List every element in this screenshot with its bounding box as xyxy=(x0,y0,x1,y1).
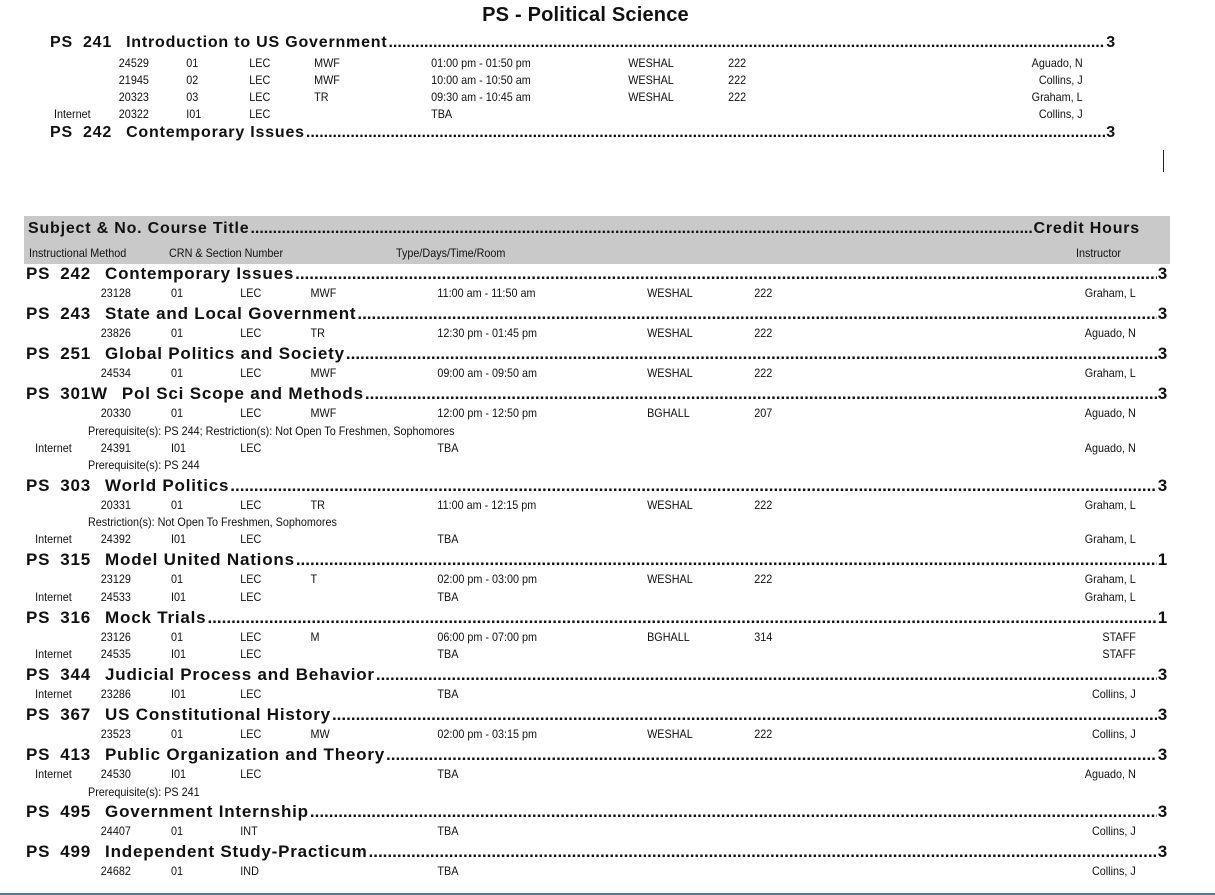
leader-dots xyxy=(296,550,1157,570)
course-subject: PS xyxy=(50,34,73,51)
course-credits: 1 xyxy=(1157,550,1168,569)
course-title: Mock Trials xyxy=(105,607,207,627)
course-subject: PS xyxy=(26,550,51,569)
course-credits: 3 xyxy=(1106,34,1116,51)
meeting-time: 11:00 am - 11:50 am xyxy=(437,286,536,300)
leader-dots xyxy=(365,384,1157,404)
room: 222 xyxy=(728,73,747,87)
instructor: Graham, L xyxy=(1031,90,1083,104)
building: WESHAL xyxy=(647,326,693,340)
room: 222 xyxy=(754,366,773,380)
course-number: 367 xyxy=(60,705,92,724)
crn: 24682 xyxy=(100,864,131,878)
meeting-time: TBA xyxy=(437,687,459,701)
instructor: Aguado, N xyxy=(1084,406,1136,420)
course-credits: 3 xyxy=(1106,124,1116,141)
leader-dots xyxy=(369,842,1157,862)
section-row xyxy=(0,107,1170,122)
course-credits: 3 xyxy=(1157,384,1168,403)
course-title: Model United Nations xyxy=(105,550,295,569)
building: WESHAL xyxy=(647,286,693,300)
meeting-days: MWF xyxy=(314,56,340,70)
course-title: Government Internship xyxy=(105,802,309,821)
meeting-days: T xyxy=(310,572,318,586)
course-number: 242 xyxy=(60,264,92,283)
section-note: Prerequisite(s): PS 241 xyxy=(88,784,200,799)
meeting-time: 09:00 am - 09:50 am xyxy=(437,366,538,380)
course-number: 251 xyxy=(60,344,92,363)
meeting-time: 11:00 am - 12:15 pm xyxy=(437,497,537,512)
crn: 20331 xyxy=(100,497,131,512)
course-subject: PS xyxy=(26,475,51,495)
schedule-type: LEC xyxy=(240,589,262,604)
schedule-type: LEC xyxy=(249,56,271,70)
schedule-type: LEC xyxy=(240,687,262,701)
crn: 23826 xyxy=(100,326,131,340)
course-subject: PS xyxy=(26,705,51,724)
schedule-type: LEC xyxy=(240,767,262,781)
room: 222 xyxy=(754,326,773,340)
course-subject: PS xyxy=(26,264,51,283)
course-number: 242 xyxy=(82,124,113,141)
course-heading xyxy=(26,842,1168,862)
instructional-method: Internet xyxy=(35,532,72,546)
crn: 24407 xyxy=(100,824,131,838)
course-number: 413 xyxy=(60,745,92,764)
instructor: Graham, L xyxy=(1084,497,1136,512)
instructor: Graham, L xyxy=(1084,286,1136,300)
course-subject: PS xyxy=(26,802,51,821)
meeting-time: 12:30 pm - 01:45 pm xyxy=(437,326,538,340)
schedule-type: LEC xyxy=(240,727,262,741)
course-subject: PS xyxy=(26,344,51,363)
course-credits: 3 xyxy=(1157,304,1168,323)
course-credits: 3 xyxy=(1157,475,1168,495)
crn: 23286 xyxy=(100,687,131,701)
schedule-type: LEC xyxy=(240,406,262,420)
course-number: 495 xyxy=(60,802,92,821)
building: BGHALL xyxy=(647,406,690,420)
section-row xyxy=(0,326,1170,341)
schedule-type: IND xyxy=(240,864,259,878)
meeting-days: MW xyxy=(310,727,330,741)
section-number: 01 xyxy=(171,366,184,380)
section-row xyxy=(0,286,1170,301)
section-number: 01 xyxy=(171,727,184,741)
course-number: 303 xyxy=(60,475,92,495)
crn: 20323 xyxy=(118,90,149,104)
instructor: Graham, L xyxy=(1084,366,1136,380)
course-title: Introduction to US Government xyxy=(126,34,388,51)
section-number: 03 xyxy=(186,90,199,104)
crn: 24391 xyxy=(100,440,131,455)
section-number: I01 xyxy=(186,107,202,121)
section-row xyxy=(0,630,1170,645)
crn: 23129 xyxy=(100,572,131,586)
meeting-time: TBA xyxy=(437,589,459,604)
room: 222 xyxy=(754,497,773,512)
section-row xyxy=(0,73,1170,88)
schedule-type: INT xyxy=(240,824,258,838)
section-row xyxy=(0,498,1170,513)
course-number: 315 xyxy=(60,550,92,569)
schedule-type: LEC xyxy=(240,440,262,455)
instructional-method: Internet xyxy=(54,107,91,121)
schedule-type: LEC xyxy=(249,107,271,121)
section-note: Restriction(s): Not Open To Freshmen, Sophomores xyxy=(88,515,337,529)
meeting-days: TR xyxy=(310,497,325,512)
crn: 23128 xyxy=(100,286,131,300)
section-note: Prerequisite(s): PS 244; Restriction(s): Not Open To Freshmen, Sophomores xyxy=(88,423,455,438)
meeting-days: MWF xyxy=(310,366,337,380)
meeting-time: 02:00 pm - 03:00 pm xyxy=(437,572,538,586)
instructor: Aguado, N xyxy=(1084,326,1136,340)
meeting-time: TBA xyxy=(437,864,459,878)
section-number: 01 xyxy=(171,629,184,644)
section-number: I01 xyxy=(171,687,187,701)
course-heading xyxy=(26,745,1168,765)
leader-dots xyxy=(295,264,1157,284)
crn: 24529 xyxy=(118,56,149,70)
leader-dots xyxy=(207,608,1156,628)
instructor: Collins, J xyxy=(1038,73,1083,87)
schedule-type: LEC xyxy=(249,90,271,104)
section-row xyxy=(0,532,1170,547)
header-instructor-label: Instructor xyxy=(1076,246,1122,260)
schedule-type: LEC xyxy=(240,629,262,644)
course-credits: 1 xyxy=(1157,607,1168,627)
section-number: I01 xyxy=(171,589,187,604)
meeting-days: MWF xyxy=(310,286,337,300)
building: WESHAL xyxy=(647,497,693,512)
course-subject: PS xyxy=(50,124,73,141)
instructional-method: Internet xyxy=(35,767,72,781)
instructor: STAFF xyxy=(1102,629,1136,644)
course-title: Judicial Process and Behavior xyxy=(105,665,375,684)
course-title: Independent Study-Practicum xyxy=(105,842,368,861)
leader-dots xyxy=(386,745,1157,765)
meeting-days: TR xyxy=(310,326,325,340)
course-number: 301W xyxy=(60,384,108,403)
section-row xyxy=(0,687,1170,702)
schedule-type: LEC xyxy=(240,286,262,300)
building: WESHAL xyxy=(647,572,693,586)
room: 314 xyxy=(754,629,773,644)
room: 222 xyxy=(728,90,747,104)
meeting-time: TBA xyxy=(431,107,453,121)
course-heading xyxy=(26,476,1168,496)
course-credits: 3 xyxy=(1157,745,1168,764)
section-row xyxy=(0,441,1170,456)
section-row xyxy=(0,824,1170,839)
course-title: State and Local Government xyxy=(105,304,357,323)
section-number: 01 xyxy=(171,286,184,300)
room: 222 xyxy=(754,727,773,741)
schedule-type: LEC xyxy=(240,647,262,661)
course-subject: PS xyxy=(26,842,51,861)
course-number: 243 xyxy=(60,304,92,323)
section-row xyxy=(0,572,1170,587)
meeting-time: 02:00 pm - 03:15 pm xyxy=(437,727,538,741)
meeting-time: 12:00 pm - 12:50 pm xyxy=(437,406,538,420)
course-heading xyxy=(26,304,1168,324)
header-type-label: Type/Days/Time/Room xyxy=(396,246,506,260)
course-title: World Politics xyxy=(105,475,230,495)
instructional-method: Internet xyxy=(35,687,72,701)
meeting-time: TBA xyxy=(437,767,459,781)
course-title: Contemporary Issues xyxy=(105,264,295,283)
instructor: Aguado, N xyxy=(1031,56,1083,70)
leader-dots xyxy=(306,124,1105,142)
course-title: Public Organization and Theory xyxy=(105,745,386,764)
section-number: 01 xyxy=(171,406,184,420)
meeting-time: 01:00 pm - 01:50 pm xyxy=(431,56,531,70)
course-title: Contemporary Issues xyxy=(126,124,305,141)
instructional-method: Internet xyxy=(35,647,72,661)
course-subject: PS xyxy=(26,665,51,684)
meeting-time: TBA xyxy=(437,532,459,546)
meeting-days: M xyxy=(310,629,320,644)
crn: 24530 xyxy=(100,767,131,781)
section-number: I01 xyxy=(171,647,187,661)
course-heading xyxy=(26,344,1168,364)
instructor: Collins, J xyxy=(1091,687,1136,701)
meeting-time: TBA xyxy=(437,824,459,838)
text-cursor xyxy=(1163,150,1164,172)
meeting-time: 06:00 pm - 07:00 pm xyxy=(437,629,538,644)
course-credits: 3 xyxy=(1157,802,1168,821)
header-leader-dots xyxy=(250,220,1032,238)
instructional-method: Internet xyxy=(35,440,72,455)
section-note: Prerequisite(s): PS 244 xyxy=(88,458,200,472)
crn: 20330 xyxy=(100,406,131,420)
building: WESHAL xyxy=(647,727,693,741)
course-heading xyxy=(50,34,1116,52)
building: WESHAL xyxy=(628,73,674,87)
section-row xyxy=(0,56,1170,71)
instructor: Collins, J xyxy=(1091,824,1136,838)
header-credit-hours-label: Credit Hours xyxy=(1033,220,1140,237)
header-crn-label: CRN & Section Number xyxy=(169,246,284,260)
section-row xyxy=(0,767,1170,782)
section-number: 01 xyxy=(171,326,184,340)
course-title: Global Politics and Society xyxy=(105,344,345,363)
building: WESHAL xyxy=(647,366,693,380)
section-number: 01 xyxy=(171,572,184,586)
course-number: 241 xyxy=(82,34,113,51)
crn: 24535 xyxy=(100,647,131,661)
section-number: I01 xyxy=(171,440,187,455)
course-credits: 3 xyxy=(1157,842,1168,861)
leader-dots xyxy=(388,34,1105,52)
room: 222 xyxy=(728,56,747,70)
leader-dots xyxy=(357,304,1156,324)
course-number: 316 xyxy=(60,607,92,627)
course-heading xyxy=(26,665,1168,685)
leader-dots xyxy=(346,344,1157,364)
meeting-time: 10:00 am - 10:50 am xyxy=(431,73,531,87)
meeting-time: TBA xyxy=(437,440,459,455)
section-row xyxy=(0,406,1170,421)
course-credits: 3 xyxy=(1157,264,1168,283)
meeting-time: TBA xyxy=(437,647,459,661)
page-title: PS - Political Science xyxy=(482,4,689,26)
course-subject: PS xyxy=(26,745,51,764)
header-subject-title-label: Subject & No. Course Title xyxy=(28,220,250,237)
course-credits: 3 xyxy=(1157,344,1168,363)
instructor: STAFF xyxy=(1102,647,1136,661)
course-heading xyxy=(26,608,1168,628)
building: BGHALL xyxy=(647,629,690,644)
column-header-title-row xyxy=(28,220,1140,238)
course-subject: PS xyxy=(26,384,51,403)
instructor: Collins, J xyxy=(1038,107,1083,121)
course-number: 499 xyxy=(60,842,92,861)
meeting-days: TR xyxy=(314,90,329,104)
course-heading xyxy=(26,705,1168,725)
section-row xyxy=(0,864,1170,879)
course-heading xyxy=(26,802,1168,822)
instructor: Graham, L xyxy=(1084,572,1136,586)
crn: 24533 xyxy=(100,589,131,604)
header-method-label: Instructional Method xyxy=(29,246,127,260)
crn: 20322 xyxy=(118,107,149,121)
course-credits: 3 xyxy=(1157,665,1168,684)
instructor: Collins, J xyxy=(1091,727,1136,741)
section-number: I01 xyxy=(171,532,187,546)
schedule-type: LEC xyxy=(240,326,262,340)
meeting-days: MWF xyxy=(310,406,337,420)
room: 222 xyxy=(754,286,773,300)
course-heading xyxy=(26,384,1168,404)
section-number: 01 xyxy=(171,497,184,512)
schedule-type: LEC xyxy=(240,366,262,380)
instructor: Graham, L xyxy=(1084,589,1136,604)
meeting-days: MWF xyxy=(314,73,340,87)
section-number: 02 xyxy=(186,73,199,87)
crn: 23523 xyxy=(100,727,131,741)
leader-dots xyxy=(332,705,1157,725)
room: 222 xyxy=(754,572,773,586)
section-number: 01 xyxy=(171,824,184,838)
leader-dots xyxy=(310,802,1157,822)
course-title: Pol Sci Scope and Methods xyxy=(121,384,364,403)
section-number: I01 xyxy=(171,767,187,781)
section-number: 01 xyxy=(186,56,199,70)
room: 207 xyxy=(754,406,773,420)
section-row xyxy=(0,590,1170,605)
leader-dots xyxy=(376,665,1157,685)
course-title: US Constitutional History xyxy=(105,705,331,724)
crn: 24534 xyxy=(100,366,131,380)
instructor: Collins, J xyxy=(1091,864,1136,878)
section-row xyxy=(0,727,1170,742)
section-row xyxy=(0,647,1170,662)
crn: 23126 xyxy=(100,629,131,644)
schedule-type: LEC xyxy=(240,497,262,512)
schedule-type: LEC xyxy=(240,532,262,546)
meeting-time: 09:30 am - 10:45 am xyxy=(431,90,531,104)
building: WESHAL xyxy=(628,56,674,70)
instructional-method: Internet xyxy=(35,589,72,604)
crn: 24392 xyxy=(100,532,131,546)
course-credits: 3 xyxy=(1157,705,1168,724)
course-heading xyxy=(50,124,1116,142)
schedule-type: LEC xyxy=(249,73,271,87)
schedule-type: LEC xyxy=(240,572,262,586)
instructor: Aguado, N xyxy=(1084,767,1136,781)
course-subject: PS xyxy=(26,607,51,627)
leader-dots xyxy=(230,476,1156,496)
course-heading xyxy=(26,550,1168,570)
crn: 21945 xyxy=(118,73,149,87)
instructor: Aguado, N xyxy=(1084,440,1136,455)
section-row xyxy=(0,366,1170,381)
course-heading xyxy=(26,264,1168,284)
course-number: 344 xyxy=(60,665,92,684)
course-subject: PS xyxy=(26,304,51,323)
section-row xyxy=(0,90,1170,105)
instructor: Graham, L xyxy=(1084,532,1136,546)
building: WESHAL xyxy=(628,90,674,104)
section-number: 01 xyxy=(171,864,184,878)
